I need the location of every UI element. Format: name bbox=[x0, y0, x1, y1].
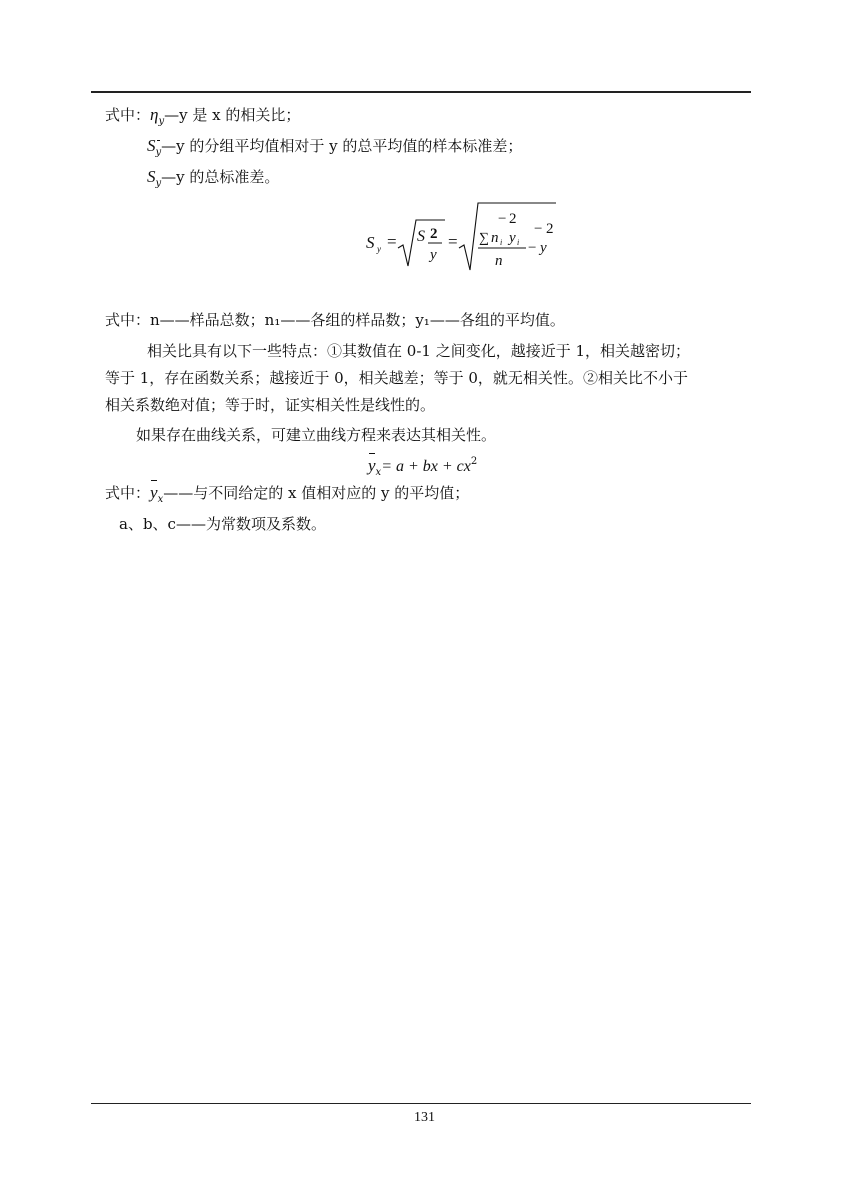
s-symbol: S bbox=[147, 136, 156, 155]
definition-eta bbox=[105, 105, 300, 132]
formula-yx bbox=[368, 452, 477, 483]
eta-symbol: η bbox=[150, 105, 159, 124]
den-n: n bbox=[495, 253, 503, 269]
eta-subscript: y bbox=[158, 116, 165, 127]
definition-abc: a、b、c——为常数项及系数。 bbox=[119, 515, 326, 533]
formula2-rhs: = a + bx + cx bbox=[381, 458, 471, 475]
s-subscript-ybar: y bbox=[156, 143, 162, 163]
definition-yx bbox=[105, 483, 469, 510]
minus-sign: − bbox=[528, 240, 537, 256]
s-subscript-y: y bbox=[155, 178, 162, 189]
formula-eq-1: = bbox=[387, 232, 397, 251]
ybar-minus: − bbox=[534, 221, 543, 237]
eta-text: —y 是 x 的相关比； bbox=[164, 106, 301, 124]
header-rule bbox=[91, 91, 751, 93]
s-symbol-2: S bbox=[147, 167, 156, 186]
num-bar-two: 2 bbox=[509, 211, 517, 227]
page-number: 131 bbox=[414, 1110, 435, 1125]
formula2-sup: 2 bbox=[470, 456, 478, 467]
formula-eq-2: = bbox=[448, 232, 458, 251]
prefix-2: 式中： bbox=[105, 484, 151, 502]
paragraph-line-2: 等于 1，存在函数关系；越接近于 0，相关越差；等于 0，就无相关性。②相关比不小于 bbox=[105, 369, 688, 387]
yx-text: ——与不同给定的 x 值相对应的 y 的平均值； bbox=[163, 484, 470, 502]
footer-rule bbox=[91, 1103, 751, 1104]
paragraph-line-1: 相关比具有以下一些特点：①其数值在 0-1 之间变化，越接近于 1，相关越密切； bbox=[147, 342, 691, 360]
s-ybar-text: —y 的分组平均值相对于 y 的总平均值的样本标准差； bbox=[161, 137, 523, 155]
prefix: 式中： bbox=[105, 106, 151, 124]
sum-sign: ∑ bbox=[479, 231, 489, 246]
formula-lhs: S bbox=[366, 233, 375, 252]
inner-s: S bbox=[417, 228, 425, 245]
definition-n: 式中：n——样品总数；n₁——各组的样品数；y₁——各组的平均值。 bbox=[105, 311, 565, 329]
num-n-sub: i bbox=[500, 238, 503, 247]
yx-symbol: y bbox=[150, 483, 158, 503]
ybar-y: y bbox=[540, 240, 547, 256]
frac-den-y: y bbox=[430, 247, 437, 263]
formula-sy bbox=[360, 196, 570, 276]
num-minus: − bbox=[498, 211, 507, 227]
formula2-lhs: y bbox=[368, 456, 376, 476]
num-y: y bbox=[509, 230, 516, 246]
definition-s-ybar bbox=[147, 136, 522, 163]
num-n: n bbox=[491, 230, 499, 246]
num-y-sub: i bbox=[517, 238, 520, 247]
s-y-text: —y 的总标准差。 bbox=[161, 168, 280, 186]
definition-s-y bbox=[147, 167, 279, 194]
ybar-two: 2 bbox=[546, 221, 554, 237]
yx-subscript: x bbox=[157, 494, 164, 505]
paragraph-line-4: 如果存在曲线关系，可建立曲线方程来表达其相关性。 bbox=[136, 426, 497, 444]
paragraph-line-3: 相关系数绝对值；等于时，证实相关性是线性的。 bbox=[105, 396, 436, 414]
formula-lhs-sub: y bbox=[377, 244, 381, 254]
frac-num-2: 2 bbox=[430, 226, 438, 242]
formula2-lhs-sub: x bbox=[375, 467, 382, 478]
